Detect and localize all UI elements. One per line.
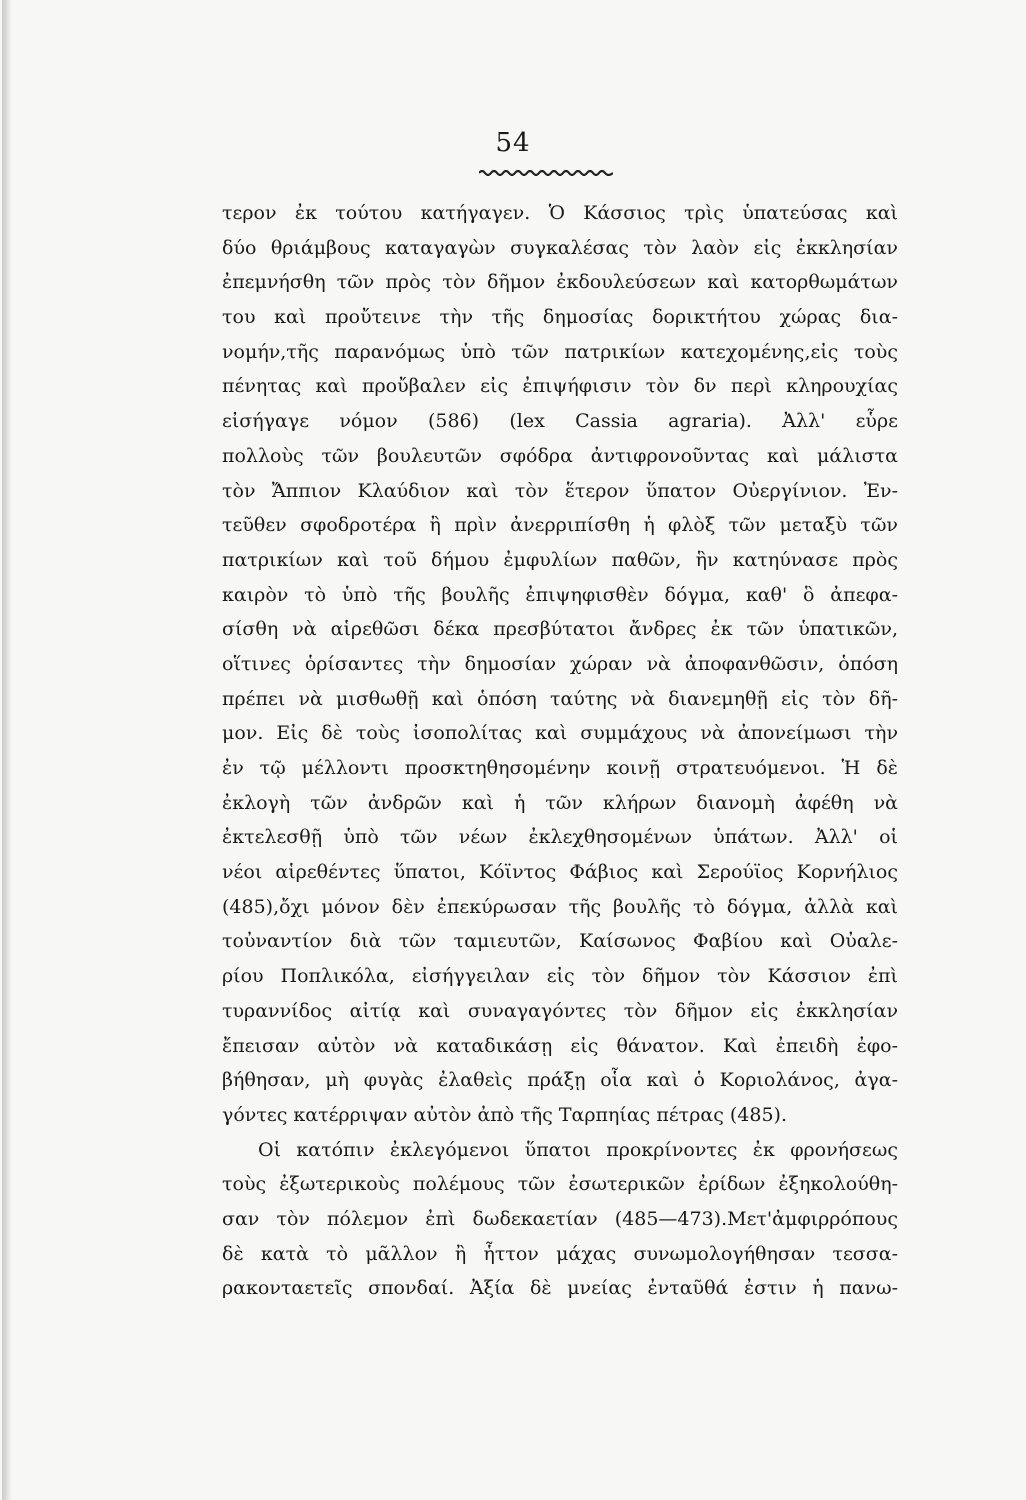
text-line: οἵτινες ὁρίσαντες τὴν δημοσίαν χώραν νὰ ἀποφανθῶσιν, ὁπόση xyxy=(222,652,898,675)
paragraph xyxy=(222,196,898,1133)
text-line: νομήν,τῆς παρανόμως ὑπὸ τῶν πατρικίων κατεχομένης,εἰς τοὺς xyxy=(222,340,898,363)
scan-edge-shadow xyxy=(2,0,12,1500)
text-line: σαν τὸν πόλεμον ἐπὶ δωδεκαετίαν (485—473).Μετ'ἀμφιρρόπους xyxy=(222,1207,898,1230)
text-line: ρίου Ποπλικόλα, εἰσήγγειλαν εἰς τὸν δῆμον τὸν Κάσσιον ἐπὶ xyxy=(222,965,898,988)
page-number: 54 xyxy=(495,128,531,158)
text-line: πρέπει νὰ μισθωθῇ καὶ ὁπόση ταύτης νὰ διανεμηθῇ εἰς τὸν δῆ- xyxy=(222,687,898,710)
text-line: σίσθη νὰ αἱρεθῶσι δέκα πρεσβύτατοι ἄνδρες ἐκ τῶν ὑπατικῶν, xyxy=(222,618,898,641)
text-line: πένητας καὶ προὔβαλεν εἰς ἐπιψήφισιν τὸν δν περὶ κληρουχίας xyxy=(222,375,898,398)
text-line: τοὺς ἐξωτερικοὺς πολέμους τῶν ἐσωτερικῶν ἐρίδων ἐξηκολούθη- xyxy=(222,1173,898,1196)
text-line: εἰσήγαγε νόμον (586) (lex Cassia agraria). Ἀλλ' εὗρε xyxy=(222,410,898,433)
text-line: (485),ὄχι μόνον δὲν ἐπεκύρωσαν τῆς βουλῆς τὸ δόγμα, ἀλλὰ καὶ xyxy=(222,895,898,918)
text-line: πατρικίων καὶ τοῦ δήμου ἐμφυλίων παθῶν, ἣν κατηύνασε πρὸς xyxy=(222,548,898,571)
text-line: ἐπεμνήσθη τῶν πρὸς τὸν δῆμον ἐκδουλεύσεων καὶ κατορθωμάτων xyxy=(222,271,898,294)
text-line: τοὐναντίον διὰ τῶν ταμιευτῶν, Καίσωνος Φαβίου καὶ Οὐαλε- xyxy=(222,930,898,953)
text-line: γόντες κατέρριψαν αὐτὸν ἀπὸ τῆς Ταρπηίας πέτρας (485). xyxy=(222,1103,787,1126)
text-line: τὸν Ἄππιον Κλαύδιον καὶ τὸν ἕτερον ὕπατον Οὐεργίνιον. Ἐν- xyxy=(222,479,898,502)
text-line: μον. Εἰς δὲ τοὺς ἰσοπολίτας καὶ συμμάχους νὰ ἀπονείμωσι τὴν xyxy=(222,722,898,745)
text-line: τεῦθεν σφοδροτέρα ἢ πρὶν ἀνερριπίσθη ἡ φλὸξ τῶν μεταξὺ τῶν xyxy=(222,514,898,537)
paragraph xyxy=(222,1133,898,1306)
text-line: δύο θριάμβους καταγαγὼν συγκαλέσας τὸν λαὸν εἰς ἐκκλησίαν xyxy=(222,236,898,259)
text-line: ρακονταετεῖς σπονδαί. Ἀξία δὲ μνείας ἐνταῦθά ἐστιν ἡ πανω- xyxy=(222,1277,898,1300)
text-line: βήθησαν, μὴ φυγὰς ἐλαθεὶς πράξῃ οἷα καὶ ὁ Κοριολάνος, ἀγα- xyxy=(222,1069,898,1092)
text-line: τυραννίδος αἰτίᾳ καὶ συναγαγόντες τὸν δῆμον εἰς ἐκκλησίαν xyxy=(222,999,898,1022)
body-text xyxy=(222,196,898,1306)
text-line: πολλοὺς τῶν βουλευτῶν σφόδρα ἀντιφρονοῦντας καὶ μάλιστα xyxy=(222,444,898,467)
text-line: δὲ κατὰ τὸ μᾶλλον ἢ ἧττον μάχας συνωμολογήθησαν τεσσα- xyxy=(222,1242,898,1265)
text-line: νέοι αἱρεθέντες ὕπατοι, Κόϊντος Φάβιος καὶ Σερούϊος Κορνήλιος xyxy=(222,861,898,884)
page-number-ornament xyxy=(479,168,613,176)
text-line: καιρὸν τὸ ὑπὸ τῆς βουλῆς ἐπιψηφισθὲν δόγμα, καθ' ὃ ἀπεφα- xyxy=(222,583,898,606)
text-line: του καὶ προὔτεινε τὴν τῆς δημοσίας δορικτήτου χώρας δια- xyxy=(222,306,898,329)
text-line: Οἱ κατόπιν ἐκλεγόμενοι ὕπατοι προκρίνοντες ἐκ φρονήσεως xyxy=(258,1138,898,1161)
text-line: ἐκτελεσθῇ ὑπὸ τῶν νέων ἐκλεχθησομένων ὑπάτων. Ἀλλ' οἱ xyxy=(222,826,898,849)
text-line: ἐν τῷ μέλλοντι προσκτηθησομένην κοινῇ στρατευόμενοι. Ἡ δὲ xyxy=(222,757,898,779)
text-line: ἔπεισαν αὐτὸν νὰ καταδικάσῃ εἰς θάνατον. Καὶ ἐπειδὴ ἐφο- xyxy=(222,1034,898,1057)
text-line: ἐκλογὴ τῶν ἀνδρῶν καὶ ἡ τῶν κλήρων διανομὴ ἀφέθη νὰ xyxy=(222,791,898,814)
text-line: τερον ἐκ τούτου κατήγαγεν. Ὁ Κάσσιος τρὶς ὑπατεύσας καὶ xyxy=(222,202,898,224)
